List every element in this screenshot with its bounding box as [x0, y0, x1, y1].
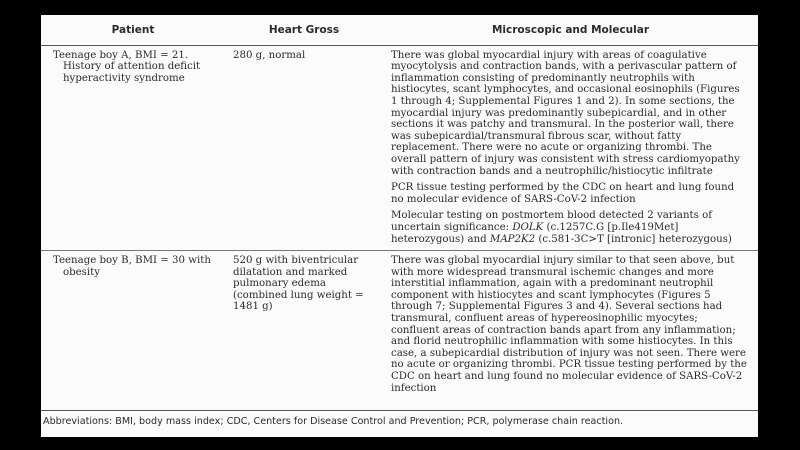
header-heart-gross: Heart Gross — [225, 15, 383, 45]
findings-table — [41, 15, 758, 399]
microscopic-paragraph: There was global myocardial injury similar to that seen above, but with more widespread transmural ischemic changes and more interstitial inflammation, again with a predominant neutrophil component with histiocytes and scant lymphocytes (Figures 5 through 7; Supplemental Figures 3 and 4). Several sections had transmural, confluent areas of hypereosinophilic myocytes; confluent areas of contraction bands apart from any inflammation; and florid neutrophilic inflammation with some histiocytes. In this case, a subepicardial distribution of injury was not seen. There were no acute or organizing thrombi. PCR tissue testing performed by the CDC on heart and lung found no molecular evidence of SARS-CoV-2 infection — [391, 255, 747, 394]
patient-cell — [41, 251, 225, 400]
document-page — [41, 15, 758, 437]
molecular-intro: Molecular testing on postmortem blood detected 2 variants of uncertain significance: — [391, 210, 713, 233]
microscopic-cell — [383, 45, 758, 251]
gene-dolk: DOLK — [512, 221, 544, 233]
gross-text: 520 g with biventricular dilatation and marked pulmonary edema (combined lung weight = 1481 g) — [233, 255, 364, 313]
variant-dolk: (c.1257C.G [p.Ile419Met] heterozygous) and — [391, 221, 679, 245]
microscopic-cell — [383, 251, 758, 400]
abbreviations-footnote: Abbreviations: BMI, body mass index; CDC, Centers for Disease Control and Prevention; PCR, polymerase chain reaction. — [41, 410, 758, 427]
pcr-paragraph: PCR tissue testing performed by the CDC on heart and lung found no molecular evidence of SARS-CoV-2 infection — [391, 182, 735, 205]
table-row — [41, 45, 758, 251]
table-row — [41, 251, 758, 400]
header-microscopic-molecular: Microscopic and Molecular — [383, 15, 758, 45]
molecular-paragraph — [391, 210, 748, 245]
patient-text: Teenage boy A, BMI = 21. History of attention deficit hyperactivity syndrome — [53, 49, 201, 84]
gene-map2k2: MAP2K2 — [489, 233, 536, 245]
patient-text: Teenage boy B, BMI = 30 with obesity — [53, 255, 211, 278]
gross-cell — [225, 45, 383, 251]
table-header-row — [41, 15, 758, 45]
gross-cell — [225, 251, 383, 400]
variant-map2k2: (c.581-3C>T [intronic] heterozygous) — [535, 233, 732, 245]
patient-cell — [41, 45, 225, 251]
gross-text: 280 g, normal — [233, 49, 306, 61]
microscopic-paragraph: There was global myocardial injury with areas of coagulative myocytolysis and contraction bands, with a perivascular pattern of inflammation consisting of predominantly neutrophils with histiocytes, scant lymphocytes, and occasional eosinophils (Figures 1 through 4; Supplemental Figures 1 and 2). In some sections, the myocardial injury was predominantly subepicardial, and in other sections it was patchy and transmural. In the posterior wall, there was subepicardial/transmural fibrous scar, without fatty replacement. There were no acute or organizing thrombi. The overall pattern of injury was consistent with stress cardiomyopathy with contraction bands and a neutrophilic/histiocytic infiltrate — [391, 49, 740, 177]
header-patient: Patient — [41, 15, 225, 45]
